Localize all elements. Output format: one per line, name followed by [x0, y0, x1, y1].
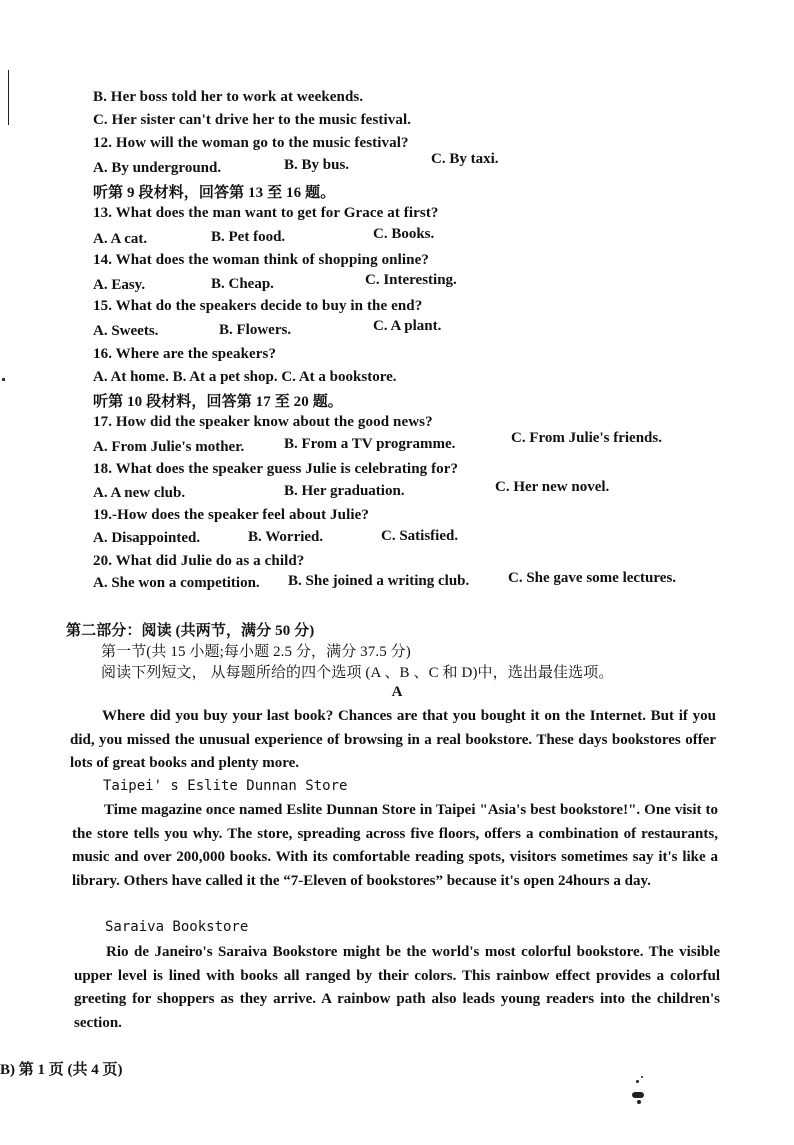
passage-label: A: [391, 684, 403, 700]
q15-option-b: B. Flowers.: [219, 322, 292, 338]
scan-speck: [637, 1100, 641, 1104]
question-20: 20. What did Julie do as a child?: [93, 553, 305, 569]
q20-option-c: C. She gave some lectures.: [508, 570, 677, 586]
q20-option-b: B. She joined a writing club.: [288, 573, 470, 589]
scan-margin-dot: [2, 378, 5, 381]
heading-eslite: Taipei' s Eslite Dunnan Store: [103, 778, 348, 794]
page-footer: B) 第 1 页 (共 4 页): [0, 1062, 123, 1078]
q17-option-c: C. From Julie's friends.: [511, 430, 662, 446]
q19-option-c: C. Satisfied.: [381, 528, 459, 544]
q20-option-a: A. She won a competition.: [93, 575, 260, 591]
section-10-instruction: 听第 10 段材料，回答第 17 至 20 题。: [93, 394, 343, 410]
scan-margin-line: [8, 70, 9, 125]
passage-paragraph-1: Where did you buy your last book? Chances are that you bought it on the Internet. But if you did, you missed the unusual experience of browsing in a real bookstore. These days bookstores offer lots of great books and plenty more.: [70, 708, 716, 771]
question-19: 19.-How does the speaker feel about Julie?: [93, 507, 369, 523]
heading-saraiva: Saraiva Bookstore: [105, 919, 249, 935]
passage-paragraph-2: Time magazine once named Eslite Dunnan Store in Taipei "Asia's best bookstore!". One visit to the store tells you why. The store, spreading across five floors, offers a combination of restaurants, music and over 200,000 books. With its comfortable reading spots, visitors sometimes say it's like a library. Others have called it the “7-Eleven of bookstores” because it's open 24hours a day.: [72, 802, 718, 889]
section-one-title: 第一节(共 15 小题;每小题 2.5 分，满分 37.5 分): [101, 644, 411, 660]
passage-paragraph-3: Rio de Janeiro's Saraiva Bookstore might be the world's most colorful bookstore. The visible upper level is lined with books all ranged by their colors. This rainbow effect provides a colorful greeting for shoppers as they arrive. A rainbow path also leads young readers into the children's section.: [74, 944, 720, 1031]
question-17: 17. How did the speaker know about the good news?: [93, 414, 433, 430]
q19-option-a: A. Disappointed.: [93, 530, 201, 546]
q17-option-b: B. From a TV programme.: [284, 436, 456, 452]
q18-option-a: A. A new club.: [93, 485, 186, 501]
q14-option-c: C. Interesting.: [365, 272, 457, 288]
q16-options: A. At home. B. At a pet shop. C. At a bookstore.: [93, 369, 397, 385]
q12-option-c: C. By taxi.: [431, 151, 499, 167]
reading-instruction: 阅读下列短文， 从每题所给的四个选项 (A 、B 、C 和 D)中，选出最佳选项。: [101, 665, 614, 681]
question-12: 12. How will the woman go to the music festival?: [93, 135, 409, 151]
q13-option-c: C. Books.: [373, 226, 435, 242]
q13-option-a: A. A cat.: [93, 231, 148, 247]
q13-option-b: B. Pet food.: [211, 229, 286, 245]
q14-option-a: A. Easy.: [93, 277, 146, 293]
q15-option-c: C. A plant.: [373, 318, 442, 334]
question-14: 14. What does the woman think of shopping online?: [93, 252, 429, 268]
question-16: 16. Where are the speakers?: [93, 346, 277, 362]
scan-speck: [632, 1092, 644, 1098]
scan-speck: [641, 1076, 643, 1078]
q18-option-c: C. Her new novel.: [495, 479, 610, 495]
q15-option-a: A. Sweets.: [93, 323, 159, 339]
q11-option-b: B. Her boss told her to work at weekends.: [93, 89, 364, 105]
scan-speck: [636, 1080, 639, 1083]
q14-option-b: B. Cheap.: [211, 276, 274, 292]
q12-option-a: A. By underground.: [93, 160, 222, 176]
q12-option-b: B. By bus.: [284, 157, 350, 173]
question-13: 13. What does the man want to get for Grace at first?: [93, 205, 439, 221]
q19-option-b: B. Worried.: [248, 529, 324, 545]
part-two-title: 第二部分：阅读 (共两节，满分 50 分): [66, 623, 315, 639]
question-18: 18. What does the speaker guess Julie is celebrating for?: [93, 461, 459, 477]
q11-option-c: C. Her sister can't drive her to the music festival.: [93, 112, 412, 128]
section-9-instruction: 听第 9 段材料，回答第 13 至 16 题。: [93, 185, 336, 201]
question-15: 15. What do the speakers decide to buy in the end?: [93, 298, 423, 314]
q18-option-b: B. Her graduation.: [284, 483, 405, 499]
q17-option-a: A. From Julie's mother.: [93, 439, 245, 455]
